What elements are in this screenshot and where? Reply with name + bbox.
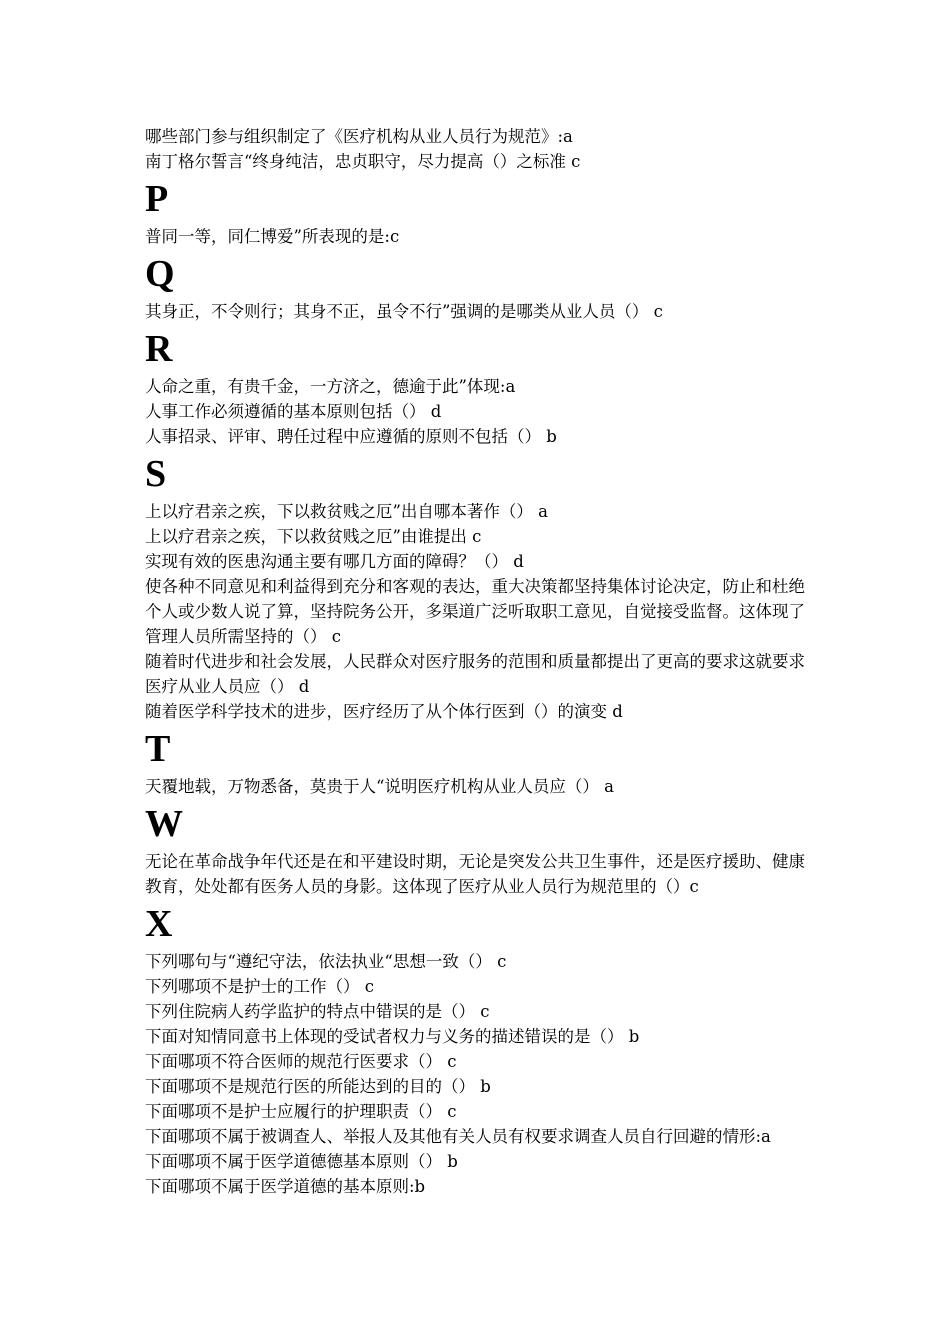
section-letter-heading: Q xyxy=(145,253,175,295)
section-letter-heading: R xyxy=(145,328,173,370)
question-line: 下面哪项不是护士应履行的护理职责（） c xyxy=(145,1102,457,1121)
question-line: 南丁格尔誓言“终身纯洁，忠贞职守，尽力提高（）之标准 c xyxy=(145,152,581,171)
question-line: 下列哪项不是护士的工作（） c xyxy=(145,977,374,996)
question-line: 随着时代进步和社会发展，人民群众对医疗服务的范围和质量都提出了更高的要求这就要求医疗从业人员应（） d xyxy=(145,652,805,696)
question-line: 下列哪句与“遵纪守法，依法执业“思想一致（） c xyxy=(145,952,507,971)
section-letter-heading: X xyxy=(145,903,173,945)
question-line: 随着医学科学技术的进步，医疗经历了从个体行医到（）的演变 d xyxy=(145,702,623,721)
question-line: 下面哪项不属于被调查人、举报人及其他有关人员有权要求调查人员自行回避的情形:a xyxy=(145,1127,771,1146)
question-line: 下列住院病人药学监护的特点中错误的是（） c xyxy=(145,1002,490,1021)
question-line: 人命之重，有贵千金，一方济之，德逾于此”体现:a xyxy=(145,377,516,396)
question-line: 其身正，不令则行；其身不正，虽令不行”强调的是哪类从业人员（） c xyxy=(145,302,663,321)
document-page xyxy=(145,124,810,1199)
question-line: 人事招录、评审、聘任过程中应遵循的原则不包括（） b xyxy=(145,427,557,446)
question-line: 上以疗君亲之疾，下以救贫贱之厄”出自哪本著作（） a xyxy=(145,502,549,521)
question-line: 下面哪项不是规范行医的所能达到的目的（） b xyxy=(145,1077,491,1096)
question-line: 上以疗君亲之疾，下以救贫贱之厄”由谁提出 c xyxy=(145,527,482,546)
section-letter-heading: P xyxy=(145,178,169,220)
question-line: 下面哪项不属于医学道德德基本原则（） b xyxy=(145,1152,458,1171)
question-line: 下面对知情同意书上体现的受试者权力与义务的描述错误的是（） b xyxy=(145,1027,640,1046)
section-letter-heading: S xyxy=(145,453,167,495)
section-letter-heading: T xyxy=(145,728,171,770)
question-line: 下面哪项不属于医学道德的基本原则:b xyxy=(145,1177,426,1196)
question-line: 无论在革命战争年代还是在和平建设时期，无论是突发公共卫生事件，还是医疗援助、健康教育，处处都有医务人员的身影。这体现了医疗从业人员行为规范里的（）c xyxy=(145,852,805,896)
question-line: 天覆地载，万物悉备，莫贵于人“说明医疗机构从业人员应（） a xyxy=(145,777,615,796)
question-line: 下面哪项不符合医师的规范行医要求（） c xyxy=(145,1052,457,1071)
question-line: 哪些部门参与组织制定了《医疗机构从业人员行为规范》:a xyxy=(145,127,573,146)
question-line: 实现有效的医患沟通主要有哪几方面的障碍？（） d xyxy=(145,552,524,571)
question-line: 普同一等，同仁博爱”所表现的是:c xyxy=(145,227,400,246)
question-line: 使各种不同意见和利益得到充分和客观的表达，重大决策都坚持集体讨论决定，防止和杜绝个人或少数人说了算，坚持院务公开，多渠道广泛听取职工意见，自觉接受监督。这体现了管理人员所需坚持的（） c xyxy=(145,577,805,646)
question-line: 人事工作必须遵循的基本原则包括（） d xyxy=(145,402,442,421)
section-letter-heading: W xyxy=(145,803,183,845)
